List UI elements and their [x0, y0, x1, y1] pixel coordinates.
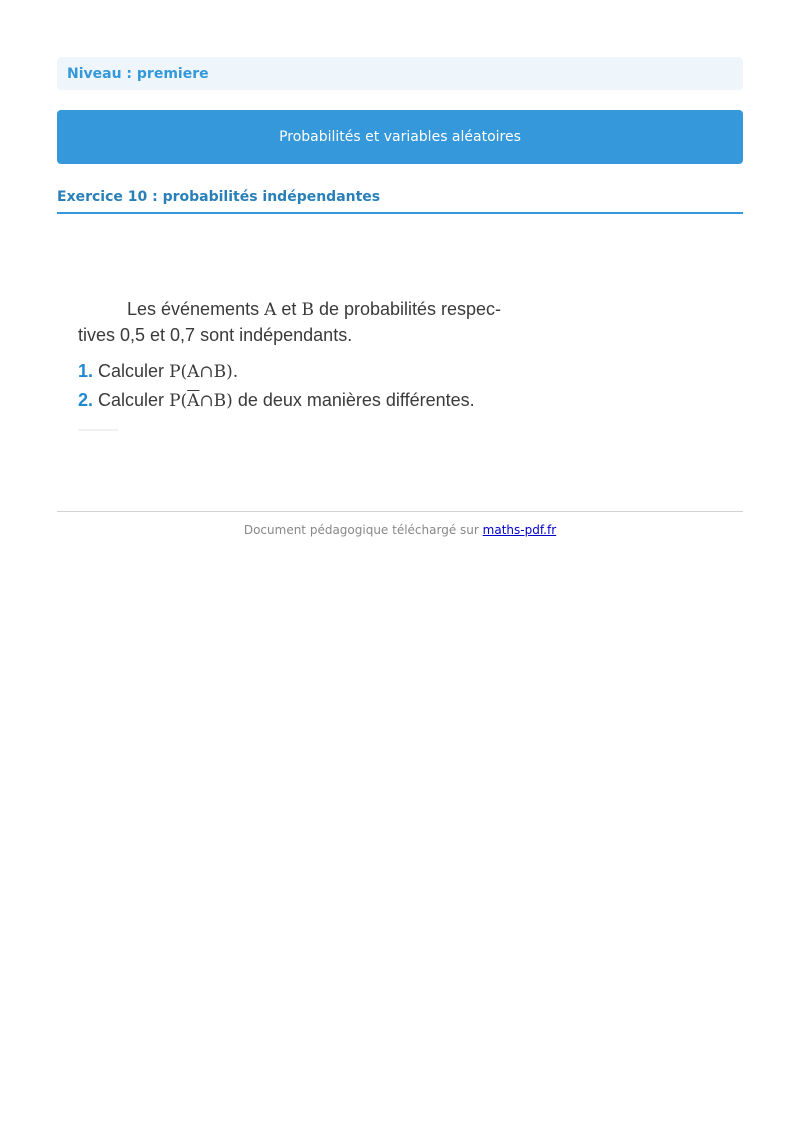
- level-label: Niveau : premiere: [67, 65, 209, 82]
- question-formula: [169, 391, 233, 411]
- formula-part: P(: [169, 391, 188, 411]
- statement-connector: et: [281, 299, 297, 319]
- question-text: Calculer: [98, 361, 165, 381]
- statement-line-2: tives 0,5 et 0,7 sont indépendants.: [78, 325, 353, 345]
- scan-artifact: [78, 429, 118, 431]
- footer-text: Document pédagogique téléchargé sur: [243, 523, 479, 537]
- complement-a: $\overline{A}$: [187, 391, 200, 411]
- event-a: A: [264, 300, 277, 320]
- question-1: [78, 357, 538, 386]
- statement-line-1: [78, 296, 538, 322]
- question-number: 2.: [78, 390, 94, 410]
- exercise-heading: [57, 186, 743, 214]
- exercise-statement-image: [78, 296, 538, 415]
- event-b: B: [301, 300, 314, 320]
- question-formula: P(A∩B).: [169, 362, 239, 382]
- footer: [57, 523, 743, 537]
- statement-text-2: de probabilités respec-: [318, 299, 502, 319]
- footer-link[interactable]: maths-pdf.fr: [482, 523, 557, 537]
- footer-divider: [57, 511, 743, 512]
- chapter-title: Probabilités et variables aléatoires: [279, 129, 521, 145]
- exercise-title: Exercice 10 : probabilités indépendantes: [57, 189, 381, 205]
- level-box: [57, 57, 743, 90]
- question-tail: de deux manières différentes.: [237, 390, 475, 410]
- question-text: Calculer: [98, 390, 165, 410]
- chapter-banner: [57, 110, 743, 164]
- question-number: 1.: [78, 361, 94, 381]
- question-2: [78, 386, 538, 415]
- statement-text: Les événements: [127, 299, 260, 319]
- formula-part: ∩B): [199, 391, 233, 411]
